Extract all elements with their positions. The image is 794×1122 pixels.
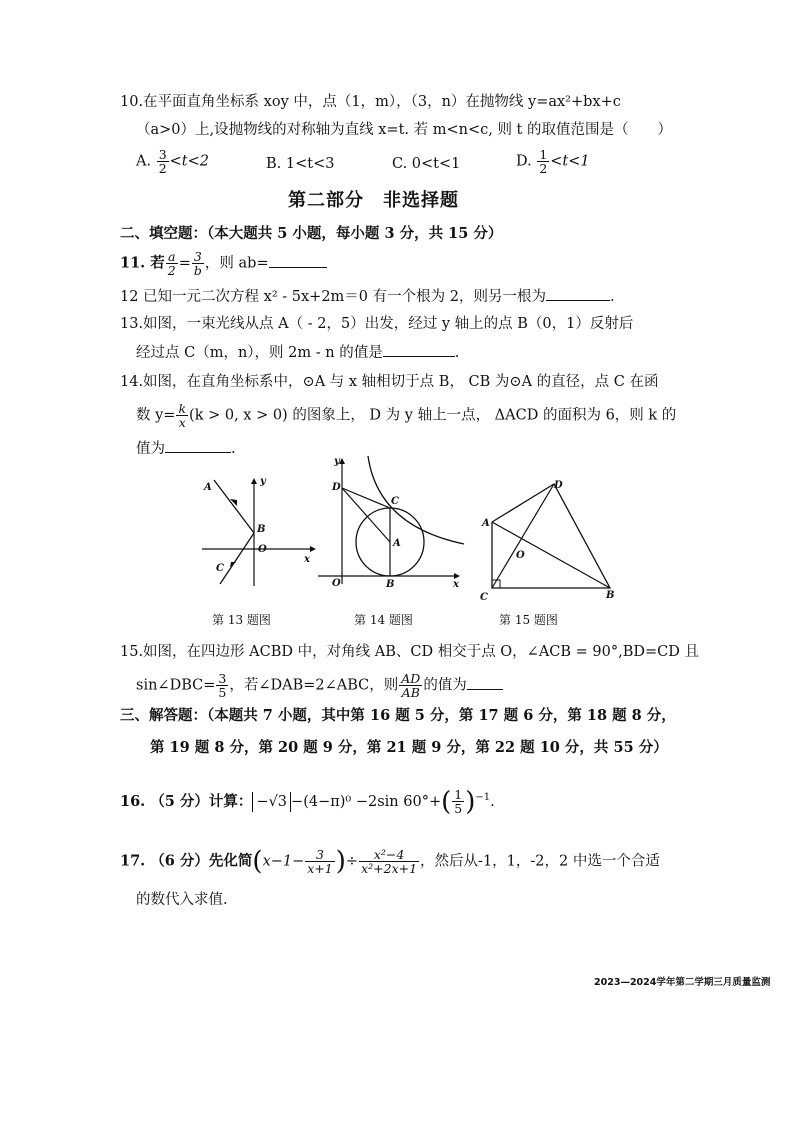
q17-line2: 的数代入求值. — [136, 892, 228, 908]
q15-line2-prefix: sin∠DBC= — [136, 677, 216, 694]
page-footer: 2023—2024学年第二学期三月质量监测 — [594, 977, 771, 988]
q10-option-b: B. 1<t<3 — [266, 156, 335, 172]
q11-fraction-1: $\frac{a}{2}$ — [167, 249, 176, 278]
f14-y-arrow — [339, 458, 345, 464]
q15-line2 — [136, 672, 503, 699]
q13-line1: 13.如图，一束光线从点 A（ - 2，5）出发，经过 y 轴上的点 B（0，1）反射后 — [120, 316, 634, 332]
q14-line1: 14.如图，在直角坐标系中，⊙A 与 x 轴相切于点 B， CB 为⊙A 的直径，点 C 在函 — [120, 374, 659, 390]
q13-answer-blank[interactable] — [383, 342, 455, 357]
q11-answer-blank[interactable] — [269, 253, 327, 268]
q15-answer-blank[interactable] — [467, 675, 503, 690]
q17-line1 — [120, 848, 660, 875]
q14-line2-suffix: (k > 0, x > 0) 的图象上， D 为 y 轴上一点， ΔACD 的面积为 6，则 k 的 — [189, 407, 677, 424]
f13-label-b: B — [257, 524, 266, 535]
q12-answer-blank[interactable] — [546, 286, 610, 301]
q10-option-d — [516, 148, 590, 175]
q17-fraction-1: $\frac{3}{x+1}$ — [307, 847, 333, 876]
q14-line3 — [136, 438, 236, 459]
q17-right-paren: ) — [335, 846, 346, 877]
q10-line1: 10.在平面直角坐标系 xoy 中，点（1，m），（3，n）在抛物线 y=ax²+bx+c — [120, 94, 621, 110]
q12-text: 12 已知一元二次方程 x² - 5x+2m＝0 有一个根为 2，则另一根为 — [120, 289, 546, 305]
f14-label-y: y — [334, 456, 340, 467]
q11-fraction-2: $\frac{3}{b}$ — [193, 249, 202, 278]
f13-label-y: y — [260, 476, 266, 487]
q14-line2 — [136, 402, 676, 429]
q16-left-paren: ( — [441, 786, 452, 817]
part2-title: 第二部分 非选择题 — [288, 190, 459, 211]
q17-fraction-2: $\frac{\text{x²−4}}{\text{x²+2x+1}}$ — [361, 847, 418, 876]
q13-end: . — [454, 345, 460, 361]
figure-13 — [200, 470, 315, 590]
q13-line2 — [136, 342, 459, 363]
q17-inner: x−1− — [262, 853, 305, 870]
f13-label-a: A — [204, 482, 212, 493]
figure-13-caption: 第 13 题图 — [212, 613, 271, 627]
f13-label-c: C — [216, 563, 224, 574]
q16-middle: −(4−π)⁰ −2sin 60°+ — [291, 793, 442, 810]
f13-reflected-ray — [220, 533, 254, 584]
q15-fraction-2: $\frac{AD}{AB}$ — [401, 671, 421, 700]
option-d-label: D. — [516, 153, 532, 170]
q17-suffix: ，然后从-1，1，-2，2 中选一个合适 — [420, 853, 660, 870]
section3-header-line2: 第 19 题 8 分，第 20 题 9 分，第 21 题 9 分，第 22 题 10 分，共 55 分） — [150, 739, 668, 756]
option-a-fraction: $\frac{3}{2}$ — [158, 147, 167, 176]
f13-y-arrow — [251, 478, 257, 484]
q15-fraction-1: $\frac{3}{5}$ — [218, 671, 227, 700]
q13-line2-text: 经过点 C（m，n），则 2m - n 的值是 — [136, 345, 383, 361]
f15-label-o: O — [516, 550, 525, 561]
f14-segment-dc — [342, 488, 390, 508]
f14-hyperbola — [368, 456, 464, 544]
f15-label-b: B — [606, 590, 615, 601]
q10-option-c: C. 0<t<1 — [392, 156, 461, 172]
q16-label: 16. （5 分）计算： — [120, 792, 253, 810]
q16-end: . — [490, 793, 495, 810]
figure-15 — [478, 474, 628, 606]
q17-divide: ÷ — [345, 853, 359, 870]
f14-label-d: D — [332, 482, 341, 493]
q17-label: 17. （6 分）先化简 — [120, 852, 253, 870]
f14-label-a: A — [393, 538, 401, 549]
q12-end: . — [609, 289, 615, 305]
f14-label-b: B — [386, 579, 395, 590]
f15-diagonal-cd — [492, 484, 554, 588]
q14-line2-prefix: 数 y= — [136, 407, 176, 424]
q16-fraction: $\frac{1}{5}$ — [454, 787, 463, 817]
q10-line2: （a>0）上,设抛物线的对称轴为直线 x=t. 若 m<n<c, 则 t 的取值范围是（ ） — [136, 122, 672, 138]
f15-quadrilateral — [492, 484, 610, 588]
q12 — [120, 286, 615, 307]
f13-label-x: x — [304, 554, 310, 565]
q11 — [120, 250, 327, 277]
q17-left-paren: ( — [252, 846, 263, 877]
f13-incident-ray — [214, 480, 254, 533]
f13-reflected-arrow — [230, 562, 236, 567]
q11-suffix: ，则 ab= — [204, 255, 269, 272]
q14-answer-blank[interactable] — [165, 438, 231, 453]
q15-line2-suffix: 的值为 — [423, 677, 467, 694]
q16-power: −1 — [475, 792, 491, 803]
f13-x-arrow — [310, 546, 316, 552]
option-a-rest: <t<2 — [169, 153, 210, 170]
q16-absolute-value: −√3 — [252, 792, 291, 812]
q15-line2-mid: ，若∠DAB=2∠ABC，则 — [229, 677, 399, 694]
q14-fraction: $\frac{k}{x}$ — [178, 401, 187, 430]
f13-label-o: O — [258, 544, 267, 555]
option-d-rest: <t<1 — [550, 153, 590, 170]
f15-label-d: D — [554, 480, 563, 491]
figure-14 — [318, 456, 466, 588]
f14-label-c: C — [391, 496, 399, 507]
f15-label-a: A — [482, 518, 490, 529]
q11-equals: = — [178, 255, 191, 272]
q14-line3-text: 值为 — [136, 441, 165, 457]
option-d-fraction: $\frac{1}{2}$ — [539, 147, 548, 176]
q16-right-paren: ) — [465, 786, 476, 817]
section3-header-line1: 三、解答题：（本题共 7 小题，其中第 16 题 5 分，第 17 题 6 分，第 18 题 8 分， — [120, 707, 676, 724]
q10-option-a — [136, 148, 209, 175]
option-a-label: A. — [136, 153, 152, 170]
figure-15-caption: 第 15 题图 — [499, 613, 558, 627]
section2-header: 二、填空题：（本大题共 5 小题，每小题 3 分，共 15 分） — [120, 225, 503, 242]
f14-label-x: x — [453, 579, 459, 590]
f14-label-o: O — [332, 578, 341, 589]
q14-end: . — [231, 441, 236, 457]
figure-14-caption: 第 14 题图 — [354, 613, 413, 627]
q16 — [120, 788, 495, 815]
q15-line1: 15.如图，在四边形 ACBD 中，对角线 AB、CD 相交于点 O，∠ACB = 90°,BD=CD 且 — [120, 644, 699, 660]
q11-prefix: 11. 若 — [120, 254, 165, 272]
f15-label-c: C — [480, 592, 488, 603]
